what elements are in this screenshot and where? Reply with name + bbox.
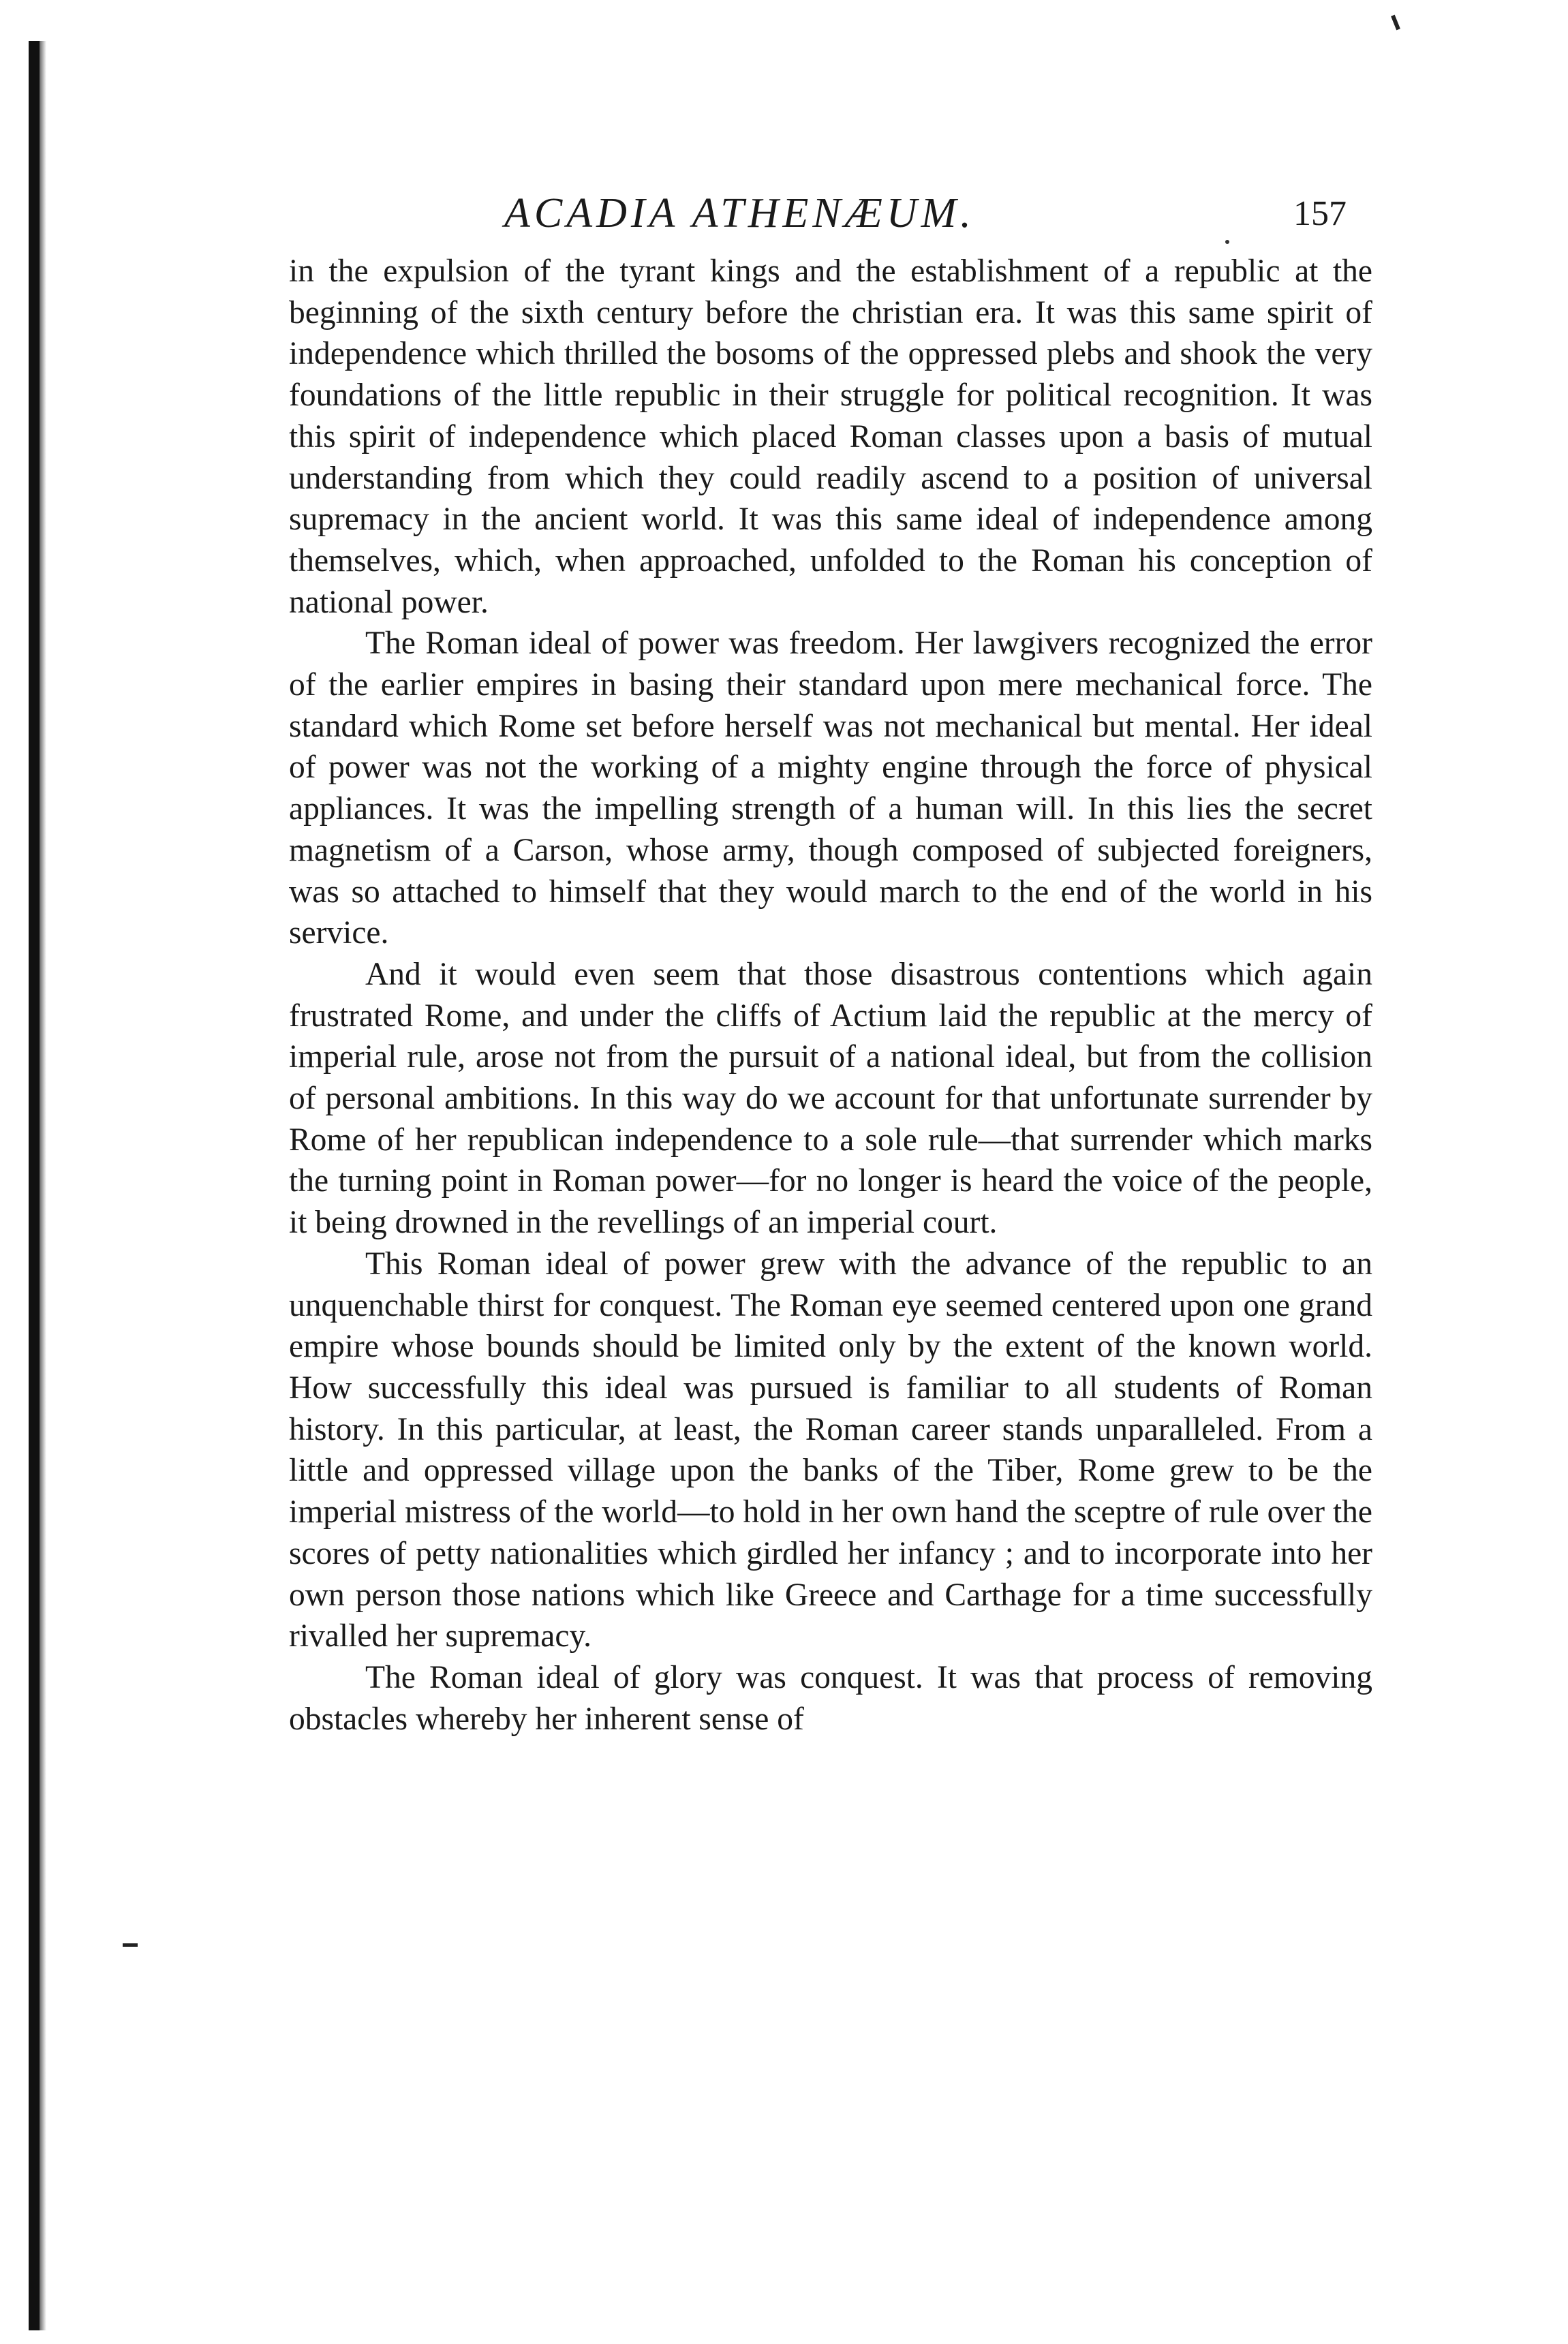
paragraph-3: And it would even seem that those disastrous contentions which again frustrated Rome, and under the cliffs of Actium laid the republic at the mercy of imperial rule, arose not from the pursuit of a national ideal, but from the collision of personal ambitions. In this way do we account for that unfortunate surrender by Rome of her republican independence to a sole rule—that surrender which marks the turning point in Roman power—for no longer is heard the voice of the people, it being drowned in the revellings of an imperial court.	[289, 956, 1372, 1241]
margin-mark	[123, 1943, 138, 1947]
article-body	[289, 251, 1372, 1740]
journal-title: ACADIA ATHENÆUM.	[504, 190, 975, 236]
page-number: 157	[1293, 194, 1347, 233]
header-dot	[1225, 240, 1229, 244]
paragraph-4: This Roman ideal of power grew with the advance of the republic to an unquenchable thirst for conquest. The Roman eye seemed centered upon one grand empire whose bounds should be limited only by the extent of the known world. How successfully this ideal was pursued is familiar to all students of Roman history. In this particular, at least, the Roman career stands unparalleled. From a little and oppressed village upon the banks of the Tiber, Rome grew to be the imperial mistress of the world—to hold in her own hand the sceptre of rule over the scores of petty nationalities which girdled her infancy ; and to incorporate into her own person those nations which like Greece and Carthage for a time successfully rivalled her supremacy.	[289, 1246, 1372, 1654]
binding-shadow	[40, 41, 46, 2330]
page-header	[504, 189, 1390, 244]
binding-edge	[29, 41, 40, 2330]
corner-mark	[1391, 15, 1400, 31]
paragraph-5: The Roman ideal of glory was conquest. It was that process of removing obstacles whereby her inherent sense of	[289, 1659, 1372, 1737]
paragraph-2: The Roman ideal of power was freedom. Her lawgivers recognized the error of the earlier empires in basing their standard upon mere mechanical force. The standard which Rome set before herself was not mechanical but mental. Her ideal of power was not the working of a mighty engine through the force of physical appliances. It was the impelling strength of a human will. In this lies the secret magnetism of a Carson, whose army, though composed of subjected foreigners, was so attached to himself that they would march to the end of the world in his service.	[289, 626, 1372, 951]
paragraph-1: in the expulsion of the tyrant kings and the establishment of a republic at the beginning of the sixth century before the christian era. It was this same spirit of independence which thrilled the bosoms of the oppressed plebs and shook the very foundations of the little republic in their struggle for political recognition. It was this spirit of independence which placed Roman classes upon a basis of mutual understanding from which they could readily ascend to a position of universal supremacy in the ancient world. It was this same ideal of independence among themselves, which, when approached, unfolded to the Roman his conception of national power.	[289, 253, 1372, 620]
